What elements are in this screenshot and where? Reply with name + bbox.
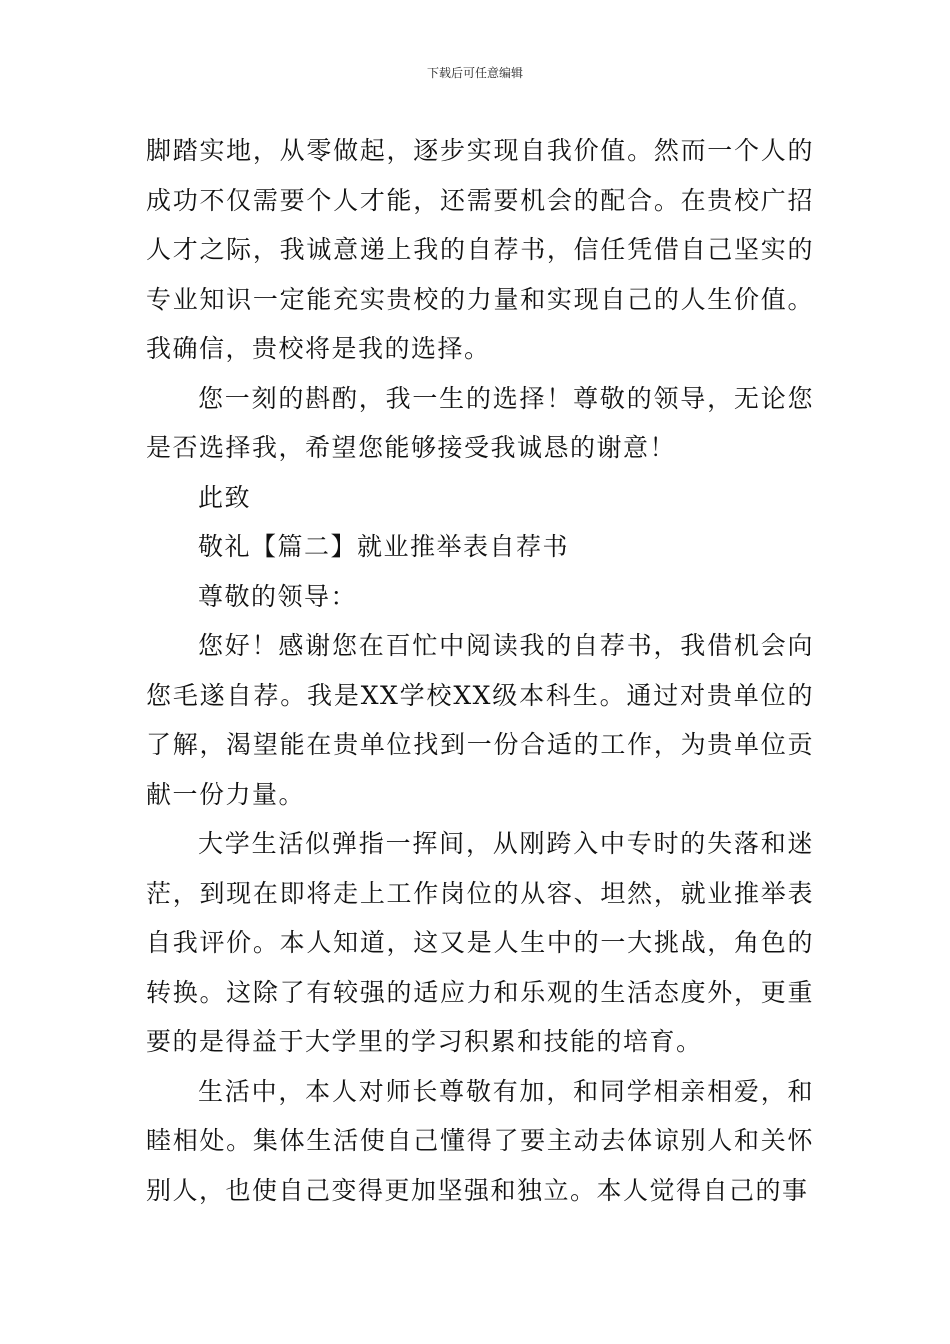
page-header-note: 下载后可任意编辑 [426, 66, 523, 80]
paragraph-section-title: 敬礼【篇二】就业推举表自荐书 [198, 532, 570, 561]
paragraph-daily-life: 生活中，本人对师长尊敬有加，和同学相亲相爱，和睦相处。集体生活使自己懂得了要主动去体谅别人和关怀别人，也使自己变得更加坚强和独立。本人觉得自己的事 [146, 1076, 814, 1205]
paragraph-university-life: 大学生活似弹指一挥间，从刚跨入中专时的失落和迷茫，到现在即将走上工作岗位的从容、坦然，就业推举表自我评价。本人知道，这又是人生中的一大挑战，角色的转换。这除了有较强的适应力和乐观的生活态度外，更重要的是得益于大学里的学习积累和技能的培育。 [146, 829, 814, 1056]
paragraph-2: 您一刻的斟酌，我一生的选择！尊敬的领导，无论您是否选择我，希望您能够接受我诚恳的谢意！ [146, 383, 814, 462]
document-body [146, 126, 814, 1215]
paragraph-intro: 您好！感谢您在百忙中阅读我的自荐书，我借机会向您毛遂自荐。我是XX学校XX级本科生。通过对贵单位的了解，渴望能在贵单位找到一份合适的工作，为贵单位贡献一份力量。 [146, 631, 814, 809]
paragraph-1: 脚踏实地，从零做起，逐步实现自我价值。然而一个人的成功不仅需要个人才能，还需要机会的配合。在贵校广招人才之际，我诚意递上我的自荐书，信任凭借自己坚实的专业知识一定能充实贵校的力量和实现自己的人生价值。我确信，贵校将是我的选择。 [146, 136, 814, 363]
paragraph-greeting: 尊敬的领导： [198, 581, 358, 611]
paragraph-salutation-close: 此致 [198, 482, 252, 512]
